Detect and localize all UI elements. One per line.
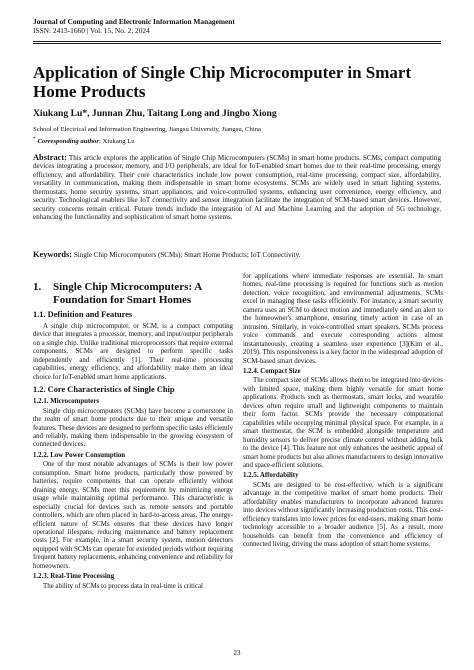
abstract xyxy=(33,154,441,222)
corresponding-author: * Corresponding author: Xiukang Lu xyxy=(33,135,135,145)
abstract-label: Abstract: xyxy=(33,153,67,162)
section-1-2-3-heading: 1.2.3. Real-Time Processing xyxy=(33,573,115,581)
corresponding-label: Corresponding author xyxy=(37,137,99,145)
keywords-label: Keywords: xyxy=(33,250,73,259)
page-number: 23 xyxy=(233,649,241,657)
section-1-2-1-heading: 1.2.1. Microcomputers xyxy=(33,398,100,406)
section-1-2-4-heading: 1.2.4. Compact Size xyxy=(243,367,301,375)
keywords-text: Single Chip Microcomputers (SCMs); Smart Home Products; IoT Connectivity. xyxy=(72,251,301,259)
paragraph: for applications where immediate responses are essential. In smart homes, real-time processing is required for functions such as motion detection, voice recognition, and environmental adjustments. SCMs excel in managing these tasks efficiently. For instance, a smart security camera uses an SCM to detect motion and immediately send an alert to the homeowner's smartphone, ensuring timely action in case of an intrusion. Similarly, in voice-controlled smart speakers, SCMs process voice commands and execute corresponding actions almost instantaneously, creating a seamless user experience [3](Kim et al., 2019). This responsiveness is a key factor in the widespread adoption of SCM-based smart devices. xyxy=(243,273,443,365)
paragraph: A single chip microcomputer, or SCM, is a compact computing device that integrates a processor, memory, and input/output peripherals on a single chip. Unlike traditional microprocessors that require external components, SCMs are designed to perform specific tasks independently and efficiently [1]. Their real-time processing capabilities, energy efficiency, and affordability make them an ideal choice for IoT-enabled smart home applications. xyxy=(33,323,233,381)
corresponding-name: : Xiukang Lu xyxy=(98,137,135,145)
section-1-2-5-heading: 1.2.5. Affordability xyxy=(243,472,299,480)
paragraph: The ability of SCMs to process data in real-time is critical xyxy=(43,582,203,590)
paragraph: One of the most notable advantages of SCMs is their low power consumption. Smart home products, particularly those powered by batteries, require components that can operate efficiently without draining energy. SCMs meet this requirement by minimizing energy usage while maintaining optimal performance. This characteristic is especially crucial for devices such as remote sensors and portable controllers, which are often placed in hard-to-access areas. The energy-efficient nature of SCMs ensures that these devices have longer operational lifespans, reducing maintenance and battery replacement costs [2]. For example, in a smart security system, motion detectors equipped with SCMs can operate for extended periods without requiring frequent battery replacements, enhancing convenience and reliability for homeowners. xyxy=(33,461,233,570)
journal-header xyxy=(33,17,235,35)
right-column xyxy=(243,273,443,550)
paper-title: Application of Single Chip Microcomputer in Smart Home Products xyxy=(33,63,412,101)
header-rule-bottom xyxy=(33,43,441,44)
journal-issn: ISSN: 2413-1660 | Vol. 15, No. 2, 2024 xyxy=(33,26,150,35)
paragraph: Single chip microcomputers (SCMs) have become a cornerstone in the realm of smart home products due to their unique and versatile features. These devices are designed to perform specific tasks efficiently and reliably, making them indispensable in the growing ecosystem of connected devices. xyxy=(33,407,233,449)
paragraph: SCMs are designed to be cost-effective, which is a significant advantage in the competitive market of smart home products. Their affordability enables manufacturers to incorporate advanced features into devices without significantly increasing production costs. This cost-efficiency translates into lower prices for end-users, making smart home technology accessible to a broader audience [5]. As a result, more households can benefit from the convenience and efficiency of connected living, driving the mass adoption of smart home systems. xyxy=(243,481,443,549)
author-list: Xiukang Lu*, Junnan Zhu, Taitang Long and Jingbo Xiong xyxy=(33,108,277,119)
keywords xyxy=(33,250,441,260)
section-1-heading: 1. Single Chip Microcomputers: A Foundation for Smart Homes xyxy=(33,281,203,306)
affiliation-block xyxy=(33,126,261,146)
section-1-1-heading: 1.1. Definition and Features xyxy=(33,310,133,319)
affiliation: School of Electrical and Information Engineering, Jiangsu University, Jiangsu, China xyxy=(33,126,262,133)
journal-name: Journal of Computing and Electronic Information Management xyxy=(33,17,235,26)
section-1-2-2-heading: 1.2.2. Low Power Consumption xyxy=(33,451,126,459)
section-1-2-heading: 1.2. Core Characteristics of Single Chip xyxy=(33,385,175,395)
paragraph: The compact size of SCMs allows them to be integrated into devices with limited space, making them highly versatile for smart home applications. Products such as thermostats, smart locks, and wearable devices often require small and lightweight components to maintain their form factor. SCMs provide the necessary computational capabilities while occupying minimal physical space. For example, in a smart thermostat, the SCM is embedded alongside temperature and humidity sensors to deliver precise climate control without adding bulk to the device [4]. This feature not only enhances the aesthetic appeal of smart home products but also allows manufacturers to design innovative and space-efficient solutions. xyxy=(243,377,443,469)
header-rule-top xyxy=(33,41,441,42)
abstract-text: This article explores the application of Single Chip Microcomputers (SCMs) in smart home products. SCMs, compact computing devices integrating a processor, memory, and I/O peripherals, are ideal for IoT-enabled smart homes due to their real-time processing, energy efficiency, and affordability. Their core characteristics include low power consumption, real-time processing, compact size, affordability, versatility in communication, making them indispensable in smart home ecosystems. SCMs are widely used in smart lighting systems, thermostats, home security systems, smart appliances, and voice-controlled systems, enhancing user convenience, energy efficiency, and security. Technological enablers like IoT connectivity and sensor integration facilitate the integration of SCM-based smart devices. However, security concerns remain critical. Future trends include the integration of AI and Machine Learning and the adoption of 5G technology, enhancing the functionality and sophistication of smart home systems. xyxy=(33,154,441,222)
left-column xyxy=(33,273,233,591)
